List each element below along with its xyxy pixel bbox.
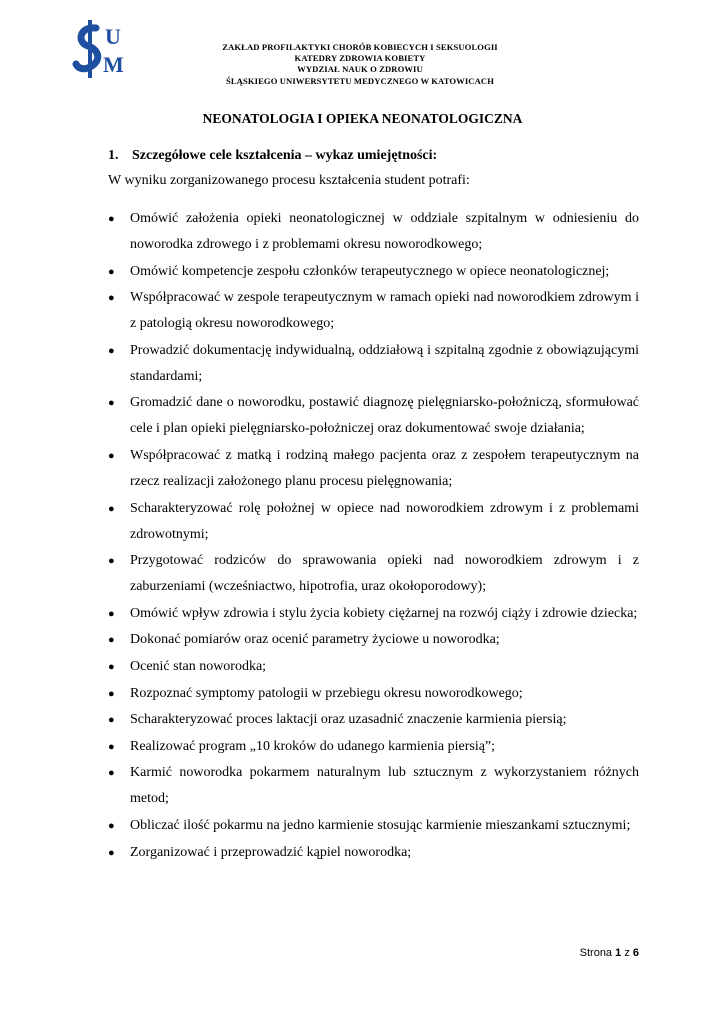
list-item-text: Dokonać pomiarów oraz ocenić parametry życiowe u noworodka; bbox=[130, 632, 500, 648]
bullet-icon: ● bbox=[108, 660, 115, 673]
bullet-icon: ● bbox=[108, 687, 115, 700]
header-line: ZAKŁAD PROFILAKTYKI CHORÓB KOBIECYCH I SEKSUOLOGII bbox=[222, 42, 498, 52]
section-number: 1. bbox=[108, 148, 119, 163]
list-item-text: Zorganizować i przeprowadzić kąpiel noworodka; bbox=[130, 844, 412, 860]
bullet-icon: ● bbox=[108, 397, 115, 410]
list-item-text: Prowadzić dokumentację indywidualną, oddziałową i szpitalną zgodnie z obowiązującymi standardami; bbox=[130, 342, 639, 384]
bullet-icon: ● bbox=[108, 846, 115, 859]
list-item bbox=[108, 206, 639, 258]
list-item bbox=[108, 654, 639, 680]
list-item-text: Rozpoznać symptomy patologii w przebiegu okresu noworodkowego; bbox=[130, 685, 523, 701]
list-item bbox=[108, 813, 639, 839]
list-item-text: Współpracować z matką i rodziną małego pacjenta oraz z zespołem terapeutycznym na rzecz realizacji założonego planu procesu pielęgnowania; bbox=[130, 447, 639, 489]
section-heading-text: Szczegółowe cele kształcenia – wykaz umiejętności: bbox=[132, 148, 438, 163]
institution-header bbox=[170, 42, 550, 87]
bullet-icon: ● bbox=[108, 767, 115, 780]
list-item bbox=[108, 734, 639, 760]
list-item-text: Scharakteryzować rolę położnej w opiece nad noworodkiem zdrowym i z problemami zdrowotnymi; bbox=[130, 500, 639, 542]
list-item bbox=[108, 681, 639, 707]
list-item bbox=[108, 443, 639, 495]
list-item bbox=[108, 390, 639, 442]
header-line: KATEDRY ZDROWIA KOBIETY bbox=[294, 53, 426, 64]
list-item-text: Obliczać ilość pokarmu na jedno karmienie stosując karmienie mieszankami sztucznymi; bbox=[130, 817, 631, 833]
list-item-text: Współpracować w zespole terapeutycznym w ramach opieki nad noworodkiem zdrowym i z patologią okresu noworodkowego; bbox=[130, 290, 639, 332]
list-item-text: Omówić wpływ zdrowia i stylu życia kobiety ciężarnej na rozwój ciąży i zdrowie dziecka; bbox=[130, 605, 638, 621]
bullet-icon: ● bbox=[108, 265, 115, 278]
document-title: NEONATOLOGIA I OPIEKA NEONATOLOGICZNA bbox=[202, 111, 523, 126]
bullet-icon: ● bbox=[108, 292, 115, 305]
page-separator: z bbox=[624, 947, 630, 959]
list-item bbox=[108, 338, 639, 390]
bullet-icon: ● bbox=[108, 344, 115, 357]
current-page: 1 bbox=[615, 947, 622, 959]
bullet-icon: ● bbox=[108, 819, 115, 832]
bullet-icon: ● bbox=[108, 714, 115, 727]
bullet-icon: ● bbox=[108, 449, 115, 462]
header-line: ŚLĄSKIEGO UNIWERSYTETU MEDYCZNEGO W KATOWICACH bbox=[225, 75, 495, 86]
list-item-text: Ocenić stan noworodka; bbox=[130, 658, 267, 674]
list-item bbox=[108, 707, 639, 733]
bullet-icon: ● bbox=[108, 502, 115, 515]
list-item-text: Przygotować rodziców do sprawowania opieki nad noworodkiem zdrowym i z zaburzeniami (wcześniactwo, hipotrofia, uraz okołoporodowy); bbox=[130, 553, 639, 595]
list-item bbox=[108, 627, 639, 653]
sum-logo-icon bbox=[72, 18, 134, 80]
bullet-icon: ● bbox=[108, 634, 115, 647]
total-pages: 6 bbox=[632, 947, 639, 959]
list-item bbox=[108, 760, 639, 812]
header-line: WYDZIAŁ NAUK O ZDROWIU bbox=[297, 64, 423, 75]
svg-text:U: U bbox=[105, 24, 121, 49]
list-item bbox=[108, 496, 639, 548]
svg-text:M: M bbox=[103, 52, 124, 77]
list-item bbox=[108, 285, 639, 337]
bullet-icon: ● bbox=[108, 607, 115, 620]
list-item-text: Omówić kompetencje zespołu członków terapeutycznego w opiece neonatologicznej; bbox=[130, 263, 610, 279]
list-item-text: Karmić noworodka pokarmem naturalnym lub sztucznym z wykorzystaniem różnych metod; bbox=[130, 765, 639, 807]
list-item-text: Realizować program „10 kroków do udanego karmienia piersią”; bbox=[130, 738, 496, 754]
list-item bbox=[108, 601, 639, 627]
list-item-text: Gromadzić dane o noworodku, postawić diagnozę pielęgniarsko-położniczą, sformułować cele i plan opieki pielęgniarsko-położniczej oraz dokumentować swoje działania; bbox=[130, 395, 639, 437]
page-label: Strona bbox=[579, 947, 613, 959]
list-item-text: Omówić założenia opieki neonatologicznej w oddziale szpitalnym w odniesieniu do noworodka zdrowego i z problemami okresu noworodkowego; bbox=[130, 211, 639, 252]
list-item bbox=[108, 548, 639, 600]
bullet-icon: ● bbox=[108, 213, 115, 225]
intro-text: W wyniku zorganizowanego procesu kształcenia student potrafi: bbox=[108, 173, 470, 188]
section-heading bbox=[108, 148, 437, 164]
list-item bbox=[108, 259, 639, 285]
skills-list bbox=[108, 206, 639, 866]
list-item-text: Scharakteryzować proces laktacji oraz uzasadnić znaczenie karmienia piersią; bbox=[130, 712, 567, 728]
list-item bbox=[108, 840, 639, 866]
bullet-icon: ● bbox=[108, 740, 115, 753]
bullet-icon: ● bbox=[108, 555, 115, 568]
page-number bbox=[580, 947, 639, 959]
